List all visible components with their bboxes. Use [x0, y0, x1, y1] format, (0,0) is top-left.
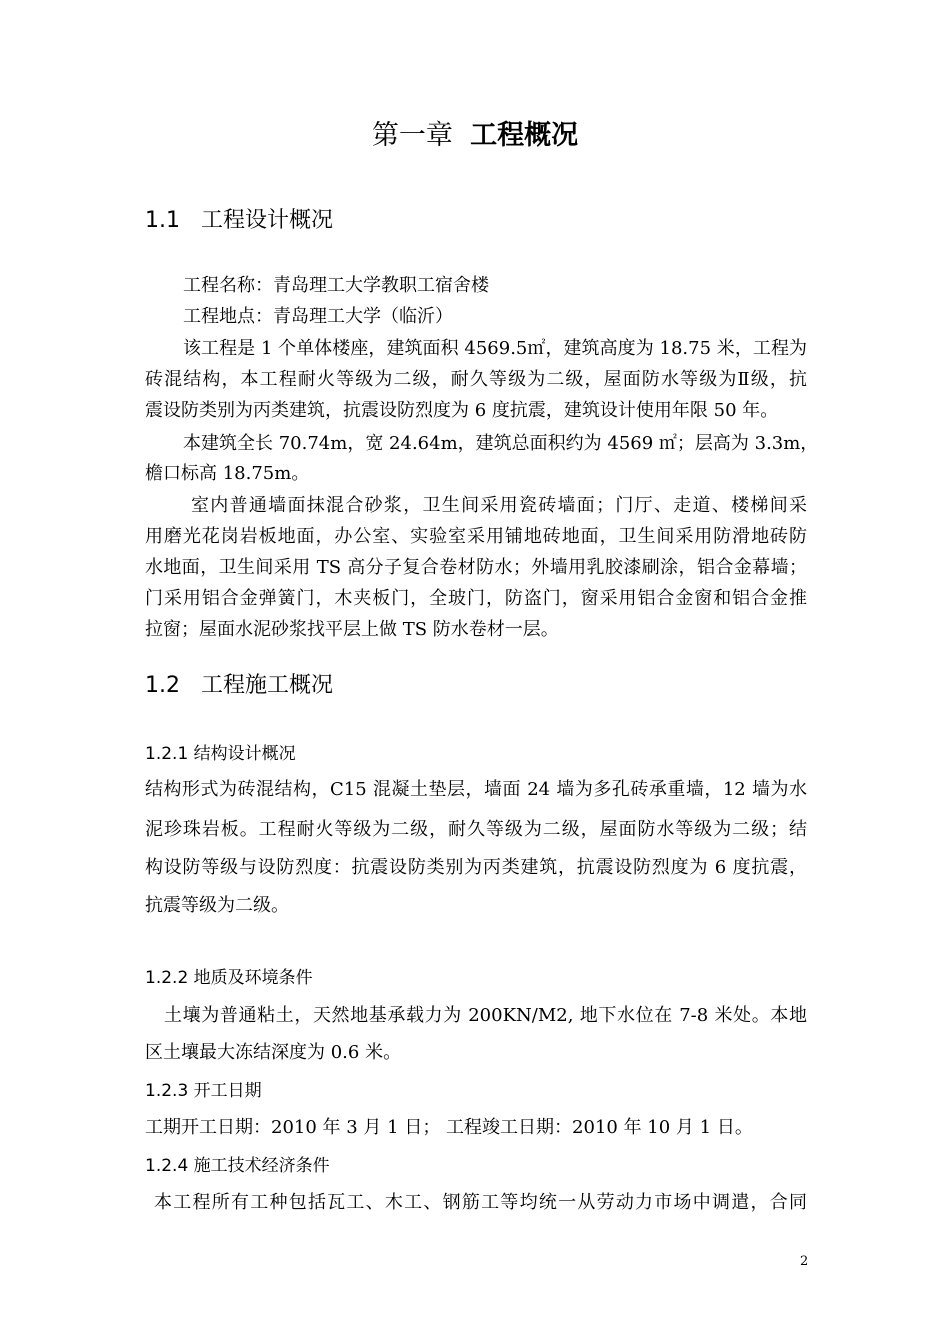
paragraph-line: 砖混结构，本工程耐火等级为二级，耐久等级为二级，屋面防水等级为Ⅱ级，抗	[145, 369, 807, 390]
paragraph-line: 檐口标高 18.75m。	[145, 463, 310, 484]
paragraph-line: 本建筑全长 70.74m，宽 24.64m，建筑总面积约为 4569 ㎡；层高为 3.3m，	[183, 433, 819, 454]
subsection-heading: 1.2.3 开工日期	[145, 1081, 262, 1101]
section-heading-1-1	[145, 207, 333, 235]
paragraph-line: 水地面，卫生间采用 TS 高分子复合卷材防水；外墙用乳胶漆刷涂，铝合金幕墙；	[145, 557, 807, 578]
paragraph-line: 结构形式为砖混结构，C15 混凝土垫层，墙面 24 墙为多孔砖承重墙，12 墙为水	[145, 779, 807, 800]
chapter-title	[0, 118, 950, 154]
paragraph-line: 工期开工日期：2010 年 3 月 1 日； 工程竣工日期：2010 年 10 月 1 日。	[145, 1117, 753, 1138]
section-heading-1-2	[145, 672, 333, 700]
paragraph-line: 土壤为普通粘土，天然地基承载力为 200KN/M2, 地下水位在 7-8 米处。本地	[164, 1005, 807, 1026]
section-title: 工程设计概况	[201, 208, 334, 233]
paragraph-line: 该工程是 1 个单体楼座，建筑面积 4569.5㎡，建筑高度为 18.75 米，工程为	[183, 338, 807, 359]
paragraph-line: 泥珍珠岩板。工程耐火等级为二级，耐久等级为二级，屋面防水等级为二级；结	[145, 819, 807, 840]
chapter-name: 工程概况	[470, 120, 579, 151]
paragraph-line: 抗震等级为二级。	[145, 895, 289, 916]
paragraph-line: 本工程所有工种包括瓦工、木工、钢筋工等均统一从劳动力市场中调遣，合同	[154, 1192, 807, 1213]
section-number: 1.2	[145, 673, 180, 698]
subsection-heading: 1.2.1 结构设计概况	[145, 744, 296, 764]
paragraph-line: 拉窗；屋面水泥砂浆找平层上做 TS 防水卷材一层。	[145, 619, 559, 640]
project-location: 工程地点：青岛理工大学（临沂）	[183, 306, 453, 327]
section-number: 1.1	[145, 208, 180, 233]
paragraph-line: 门采用铝合金弹簧门，木夹板门，全玻门，防盗门，窗采用铝合金窗和铝合金推	[145, 588, 807, 609]
project-name: 工程名称：青岛理工大学教职工宿舍楼	[183, 275, 489, 296]
page-number: 2	[800, 1254, 809, 1269]
subsection-heading: 1.2.2 地质及环境条件	[145, 968, 313, 988]
chapter-number: 第一章	[371, 120, 453, 151]
paragraph-line: 震设防类别为丙类建筑，抗震设防烈度为 6 度抗震，建筑设计使用年限 50 年。	[145, 400, 779, 421]
paragraph-line: 构设防等级与设防烈度：抗震设防类别为丙类建筑，抗震设防烈度为 6 度抗震，	[145, 857, 807, 878]
paragraph-line: 室内普通墙面抹混合砂浆，卫生间采用瓷砖墙面；门厅、走道、楼梯间采	[191, 495, 807, 516]
subsection-heading: 1.2.4 施工技术经济条件	[145, 1156, 330, 1176]
paragraph-line: 用磨光花岗岩板地面，办公室、实验室采用铺地砖地面，卫生间采用防滑地砖防	[145, 526, 807, 547]
section-title: 工程施工概况	[201, 673, 334, 698]
paragraph-line: 区土壤最大冻结深度为 0.6 米。	[145, 1042, 402, 1063]
